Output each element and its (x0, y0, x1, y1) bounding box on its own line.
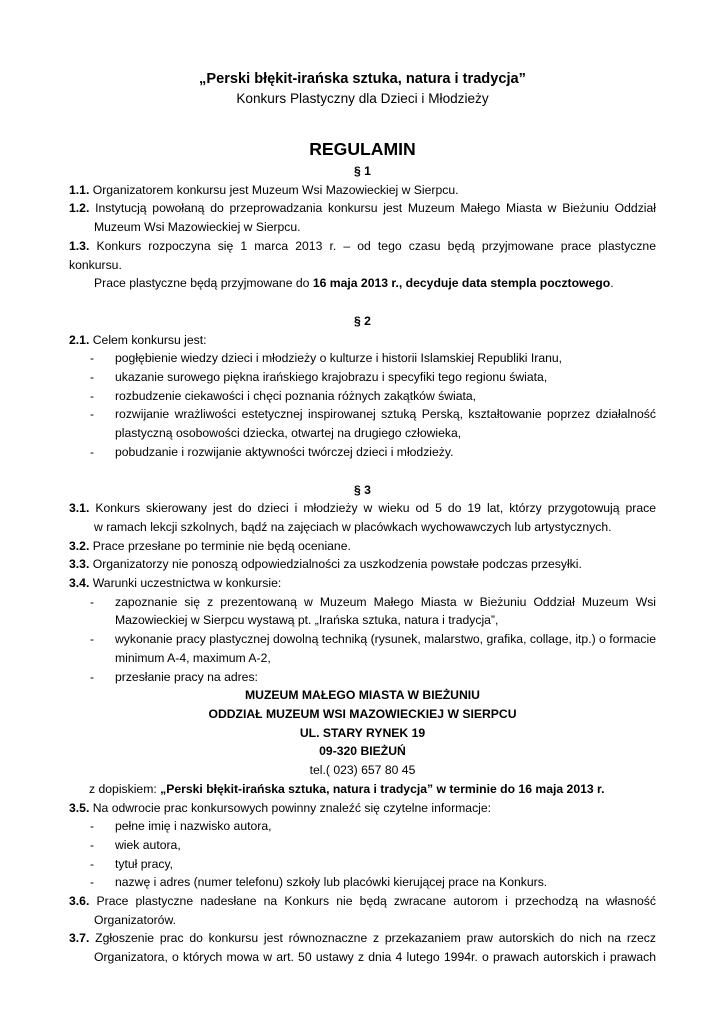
list-item-text: pogłębienie wiedzy dzieci i młodzieży o kulturze i historii Islamskiej Republiki Iranu, (115, 351, 563, 366)
paragraph-text: Prace plastyczne nadesłane na Konkurs nie będą zwracane autorom i przechodzą na własność (96, 894, 656, 909)
submission-note (69, 780, 656, 799)
paragraph-text: Prace plastyczne będą przyjmowane do (94, 276, 313, 291)
list-item (69, 387, 656, 406)
paragraph-text: Warunki uczestnictwa w konkursie: (92, 576, 282, 591)
dash-bullet: - (90, 856, 95, 871)
list-item-text: pełne imię i nazwisko autora, (115, 819, 272, 834)
dash-bullet: - (90, 669, 95, 684)
paragraph-3-4 (69, 574, 656, 593)
list-item (69, 593, 656, 630)
list-item (69, 630, 656, 667)
document-page (69, 70, 656, 967)
paragraph-text: Celem konkursu jest: (92, 332, 207, 347)
paragraph-3-3 (69, 555, 656, 574)
paragraph-text: Prace przesłane po terminie nie będą oceniane. (92, 538, 351, 553)
document-subtitle: Konkurs Plastyczny dla Dzieci i Młodzieży (236, 91, 489, 106)
paragraph-3-6 (69, 892, 656, 911)
paragraph-number: 3.2. (69, 538, 90, 553)
regulamin-heading: REGULAMIN (309, 139, 416, 159)
list-item (69, 349, 656, 368)
paragraph-number: 3.7. (69, 931, 90, 946)
list-item (69, 817, 656, 836)
section-1-heading: § 1 (354, 164, 371, 178)
dash-bullet: - (90, 837, 95, 852)
dash-bullet: - (90, 444, 95, 459)
section-3-heading: § 3 (354, 482, 371, 497)
paragraph-1-2 (69, 199, 656, 218)
list-item-text: przesłanie pracy na adres: (115, 669, 258, 684)
paragraph-text: Konkurs skierowany jest do dzieci i młodzieży w wieku od 5 do 19 lat, którzy przygotowują prace (95, 501, 656, 516)
list-item-text: rozbudzenie ciekawości i chęci poznania różnych zakątków świata, (115, 388, 477, 403)
list-item (69, 836, 656, 855)
address-phone: tel.( 023) 657 80 45 (309, 763, 416, 778)
paragraph-text: Instytucją powołaną do przeprowadzania konkursu jest Muzeum Małego Miasta w Bieżuniu Oddział (95, 201, 656, 216)
list-item (69, 443, 656, 462)
dash-bullet: - (90, 594, 95, 609)
address-line-4: 09-320 BIEŻUŃ (319, 744, 406, 759)
paragraph-text: . (610, 276, 614, 291)
list-item-text: nazwę i adres (numer telefonu) szkoły lub placówki kierującej prace na Konkurs. (115, 875, 548, 890)
paragraph-number: 3.1. (69, 501, 90, 516)
paragraph-3-5 (69, 799, 656, 818)
list-item-text: tytuł pracy, (115, 856, 174, 871)
paragraph-number: 1.1. (69, 182, 90, 197)
paragraph-text: Organizatorzy nie ponoszą odpowiedzialności za uszkodzenia powstałe podczas przesyłki. (92, 557, 582, 572)
address-line-3: UL. STARY RYNEK 19 (299, 725, 426, 740)
goals-list (69, 349, 656, 461)
paragraph-number: 3.6. (69, 894, 90, 909)
list-item-text: zapoznanie się z prezentowaną w Muzeum Małego Miasta w Bieżuniu Oddział Muzeum Wsi Mazowieckiej w Sierpcu wystawą pt. „Irańska sztuka, natura i tradycja”, (115, 594, 656, 628)
document-title: „Perski błękit-irańska sztuka, natura i tradycja” (199, 71, 526, 87)
list-item (69, 855, 656, 874)
list-item-text: rozwijanie wrażliwości estetycznej inspirowanej sztuką Perską, kształtowanie poprzez działalność plastyczną osobowości dziecka, otwartej na drugiego człowieka, (115, 407, 656, 441)
paragraph-number: 3.5. (69, 800, 90, 815)
conditions-list (69, 593, 656, 687)
paragraph-number: 3.4. (69, 576, 90, 591)
paragraph-text: Na odwrocie prac konkursowych powinny znaleźć się czytelne informacje: (92, 800, 492, 815)
paragraph-number: 2.1. (69, 332, 90, 347)
paragraph-3-1-cont: w ramach lekcji szkolnych, bądź na zajęciach w placówkach wychowawczych lub artystycznych. (94, 519, 612, 534)
paragraph-3-7 (69, 929, 656, 948)
dash-bullet: - (90, 819, 95, 834)
dash-bullet: - (90, 632, 95, 647)
paragraph-3-2 (69, 537, 656, 556)
paragraph-1-1 (69, 181, 656, 200)
paragraph-text: Zgłoszenie prac do konkursu jest równoznaczne z przekazaniem praw autorskich do nich na rzecz (95, 931, 656, 946)
paragraph-number: 1.3. (69, 238, 90, 253)
note-bold: „Perski błękit-irańska sztuka, natura i tradycja” w terminie do 16 maja 2013 r. (160, 781, 605, 796)
info-list (69, 817, 656, 892)
section-2-heading: § 2 (354, 313, 371, 328)
paragraph-3-1 (69, 499, 656, 518)
paragraph-number: 3.3. (69, 557, 90, 572)
dash-bullet: - (90, 875, 95, 890)
dash-bullet: - (90, 388, 95, 403)
list-item-text: pobudzanie i rozwijanie aktywności twórczej dzieci i młodzieży. (115, 444, 454, 459)
paragraph-1-3 (69, 237, 656, 274)
address-line-2: ODDZIAŁ MUZEUM WSI MAZOWIECKIEJ W SIERPCU (208, 706, 517, 721)
paragraph-2-1 (69, 331, 656, 350)
dash-bullet: - (90, 351, 95, 366)
paragraph-1-3-cont (69, 274, 656, 293)
deadline-bold: 16 maja 2013 r., decyduje data stempla pocztowego (312, 276, 611, 291)
list-item (69, 368, 656, 387)
dash-bullet: - (90, 407, 95, 422)
list-item (69, 668, 656, 687)
dash-bullet: - (90, 370, 95, 385)
list-item (69, 405, 656, 442)
list-item (69, 873, 656, 892)
list-item-text: ukazanie surowego piękna irańskiego krajobrazu i specyfiki tego regionu świata, (115, 370, 548, 385)
paragraph-3-7-cont: Organizatora, o których mowa w art. 50 ustawy z dnia 4 lutego 1994r. o prawach autorskich i prawach (94, 950, 656, 965)
paragraph-number: 1.2. (69, 201, 90, 216)
paragraph-text: Konkurs rozpoczyna się 1 marca 2013 r. – od tego czasu będą przyjmowane prace plastyczne konkursu. (69, 238, 656, 272)
paragraph-1-2-cont: Muzeum Wsi Mazowieckiej w Sierpcu. (94, 220, 301, 235)
list-item-text: wykonanie pracy plastycznej dowolną techniką (rysunek, malarstwo, grafika, collage, itp.) o formacie minimum A-4, maximum A-2, (115, 632, 656, 665)
list-item-text: wiek autora, (115, 837, 181, 852)
note-prefix: z dopiskiem: (89, 781, 161, 796)
address-line-1: MUZEUM MAŁEGO MIASTA W BIEŻUNIU (245, 688, 480, 703)
paragraph-3-6-cont: Organizatorów. (94, 912, 176, 927)
paragraph-text: Organizatorem konkursu jest Muzeum Wsi Mazowieckiej w Sierpcu. (92, 182, 459, 197)
